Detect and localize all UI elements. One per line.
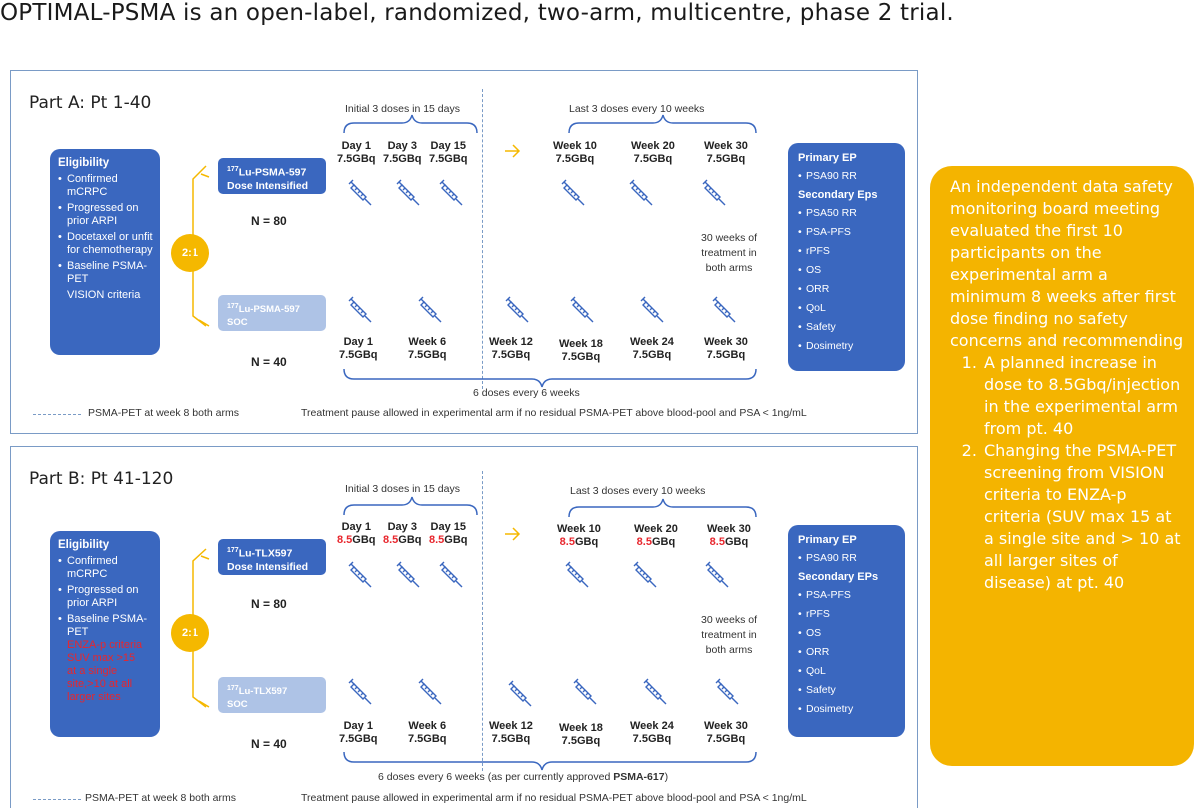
note-line: treatment in: [701, 629, 757, 641]
secondary-endpoint: • QoL: [798, 665, 899, 677]
initial-doses-label: Initial 3 doses in 15 days: [345, 103, 460, 115]
note-line: 30 weeks of: [701, 614, 758, 626]
dose-day: Week 24: [630, 336, 674, 348]
syringe-icon: [570, 677, 600, 707]
dose-label: [559, 338, 603, 364]
dose-amount: 7.5GBq: [561, 735, 601, 747]
dose-amount: 7.5GBq: [491, 733, 531, 745]
primary-endpoint: • PSA90 RR: [798, 170, 899, 182]
branch-arrow: [201, 556, 209, 559]
soc-doses-brace: [344, 752, 756, 770]
dose-label: [408, 336, 447, 362]
initial-doses-label: Initial 3 doses in 15 days: [345, 483, 460, 495]
secondary-endpoint: • Safety: [798, 684, 899, 696]
callout-item: 1. A planned increase in dose to 8.5Gbq/injection in the experimental arm from pt. 40: [982, 352, 1184, 440]
secondary-endpoint: • Dosimetry: [798, 703, 899, 715]
branch-arrow: [199, 320, 209, 326]
dose-label: [704, 336, 748, 362]
dose-amount: 7.5: [555, 153, 571, 165]
syringe-icon: [393, 178, 423, 208]
note-line: both arms: [705, 644, 753, 656]
arm-type: Dose Intensified: [227, 560, 309, 573]
eligibility-item: VISION criteria: [67, 289, 141, 301]
last-doses-label: Last 3 doses every 10 weeks: [569, 103, 705, 115]
dose-label: [383, 140, 422, 166]
soc-doses-brace: [344, 369, 756, 387]
arm-type: Dose Intensified: [227, 179, 309, 192]
secondary-endpoints-heading: Secondary Eps: [798, 189, 878, 201]
eligibility-item: • Progressed on prior ARPI: [58, 584, 154, 610]
dose-day: Week 30: [704, 336, 748, 348]
randomization-ratio: 2:1: [171, 234, 209, 272]
syringe-icon: [415, 295, 445, 325]
dose-unit: GBq: [724, 536, 749, 548]
branch-arrow: [199, 701, 209, 707]
dose-label: [631, 140, 675, 166]
syringe-icon: [502, 295, 532, 325]
dose-day: Week 10: [553, 140, 597, 152]
arm-drug-name: Lu-TLX597: [238, 547, 293, 560]
dose-amount: 8.5: [429, 534, 445, 546]
dose-amount: 8.5: [636, 536, 652, 548]
dose-unit: GBq: [444, 534, 468, 546]
pet-legend-dash: [33, 414, 81, 415]
pet-legend-dash: [33, 799, 81, 800]
arm-drug-name: Lu-PSMA-597: [238, 166, 307, 179]
dose-amount: 8.5: [337, 534, 353, 546]
syringe-icon: [393, 560, 423, 590]
secondary-endpoint: • ORR: [798, 646, 899, 658]
dose-day: Week 20: [634, 523, 678, 535]
randomization-ratio: 2:1: [171, 614, 209, 652]
dose-day: Week 30: [704, 720, 748, 732]
dose-day: Week 18: [559, 338, 603, 350]
syringe-icon: [567, 295, 597, 325]
arm-drug-name: Lu-TLX597: [238, 686, 288, 698]
dose-label: [337, 521, 376, 547]
syringe-icon: [345, 560, 375, 590]
dose-label: [704, 720, 748, 746]
dose-amount: 8.5: [709, 536, 725, 548]
dose-day: Day 3: [387, 521, 417, 533]
isotope-superscript: 177: [227, 685, 239, 692]
secondary-endpoint: • OS: [798, 627, 899, 639]
secondary-endpoint: • PSA-PFS: [798, 226, 899, 238]
callout-intro: An independent data safety monitoring board meeting evaluated the first 10 participants on the experimental arm a minimum 8 weeks after first dose finding no safety concerns and recommending: [950, 177, 1184, 350]
secondary-endpoint: • PSA50 RR: [798, 207, 899, 219]
last-doses-label: Last 3 doses every 10 weeks: [570, 485, 706, 497]
secondary-endpoint: • PSA-PFS: [798, 589, 899, 601]
dose-label: [553, 140, 597, 166]
syringe-icon: [505, 679, 535, 709]
primary-endpoint-heading: Primary EP: [798, 534, 857, 546]
dose-label: [559, 722, 603, 748]
dose-day: Week 12: [489, 336, 533, 348]
dose-unit: GBq: [398, 153, 422, 165]
syringe-icon: [637, 295, 667, 325]
syringe-icon: [630, 560, 660, 590]
dose-label: [429, 140, 468, 166]
syringe-icon: [712, 677, 742, 707]
dose-unit: GBq: [651, 536, 676, 548]
dose-label: [630, 720, 674, 746]
criteria-line: SUV max >15: [67, 652, 136, 664]
dose-day: Day 15: [430, 140, 466, 152]
dsmb-callout: [930, 166, 1194, 766]
soc-schedule-close: ): [664, 771, 669, 783]
pet-note: PSMA-PET at week 8 both arms: [88, 407, 239, 419]
dose-day: Day 15: [430, 521, 466, 533]
dose-amount: 7.5: [706, 153, 722, 165]
part-b-soc-n: N = 40: [251, 737, 287, 751]
dose-amount: 7.5GBq: [491, 349, 531, 361]
dose-day: Week 20: [631, 140, 675, 152]
part-a-eligibility-box: [50, 149, 160, 355]
dose-amount: 8.5: [383, 534, 399, 546]
eligibility-item: • Progressed on prior ARPI: [58, 202, 154, 228]
pause-note: Treatment pause allowed in experimental arm if no residual PSMA-PET above blood-pool and PSA < 1ng/mL: [301, 407, 807, 419]
syringe-icon: [558, 178, 588, 208]
treatment-duration-note: [701, 613, 757, 658]
part-a-int-n: N = 80: [251, 214, 287, 228]
syringe-icon: [709, 295, 739, 325]
criteria-line: larger sites: [67, 691, 121, 703]
part-b-label: Part B: Pt 41-120: [29, 469, 174, 489]
part-a-soc-n: N = 40: [251, 355, 287, 369]
part-a-endpoints-box: [788, 143, 905, 371]
pause-note: Treatment pause allowed in experimental arm if no residual PSMA-PET above blood-pool and PSA < 1ng/mL: [301, 792, 807, 804]
isotope-superscript: 177: [227, 547, 239, 554]
dose-unit: GBq: [570, 153, 595, 165]
dose-amount: 7.5GBq: [632, 349, 672, 361]
dose-label: [489, 720, 533, 746]
dose-label: [707, 523, 751, 549]
dose-day: Week 24: [630, 720, 674, 732]
eligibility-criteria-change: [58, 639, 154, 704]
part-a-arm-dose-intensified: [218, 158, 326, 194]
secondary-endpoint: • OS: [798, 264, 899, 276]
dose-amount: 7.5GBq: [408, 733, 447, 745]
treatment-duration-note: [701, 231, 757, 276]
primary-endpoint: • PSA90 RR: [798, 552, 899, 564]
syringe-icon: [436, 178, 466, 208]
eligibility-heading: Eligibility: [58, 539, 110, 551]
eligibility-item: • Baseline PSMA-PET: [58, 613, 154, 639]
secondary-endpoint: • ORR: [798, 283, 899, 295]
secondary-endpoints-heading: Secondary EPs: [798, 571, 879, 583]
dose-day: Week 12: [489, 720, 533, 732]
last-doses-brace: [569, 499, 756, 517]
timeline-divider: [482, 89, 483, 389]
dose-unit: GBq: [648, 153, 673, 165]
isotope-superscript: 177: [227, 303, 239, 310]
last-doses-brace: [569, 115, 756, 133]
syringe-icon: [562, 560, 592, 590]
syringe-icon: [640, 677, 670, 707]
pet-note: PSMA-PET at week 8 both arms: [85, 792, 236, 804]
dose-amount: 7.5: [633, 153, 649, 165]
arm-type: SOC: [227, 699, 248, 711]
dose-day: Week 30: [704, 140, 748, 152]
dose-day: Day 1: [343, 336, 373, 348]
dose-day: Week 30: [707, 523, 751, 535]
dose-unit: GBq: [352, 534, 376, 546]
part-a-panel: [10, 70, 918, 434]
dose-day: Week 6: [408, 720, 447, 732]
dose-label: [630, 336, 674, 362]
dose-amount: 7.5GBq: [339, 733, 378, 745]
dose-unit: GBq: [398, 534, 422, 546]
criteria-line: site,>10 at all: [67, 678, 133, 690]
dose-amount: 7.5: [383, 153, 399, 165]
dose-day: Day 1: [343, 720, 373, 732]
dose-amount: 7.5: [429, 153, 445, 165]
dose-day: Day 3: [387, 140, 417, 152]
dose-amount: 7.5: [337, 153, 353, 165]
dose-amount: 7.5GBq: [706, 349, 746, 361]
dose-label: [704, 140, 748, 166]
dose-amount: 7.5GBq: [632, 733, 672, 745]
criteria-line: at a single: [67, 665, 118, 677]
dose-day: Week 18: [559, 722, 603, 734]
dose-day: Week 6: [408, 336, 447, 348]
part-a-label: Part A: Pt 1-40: [29, 93, 152, 113]
arm-drug-name: Lu-PSMA-597: [238, 304, 300, 316]
dose-amount: 7.5GBq: [408, 349, 447, 361]
part-b-endpoints-box: [788, 525, 905, 737]
continue-arrow: [505, 528, 519, 540]
soc-schedule-reference: PSMA-617: [613, 771, 665, 783]
syringe-icon: [345, 178, 375, 208]
dose-unit: GBq: [352, 153, 376, 165]
secondary-endpoint: • rPFS: [798, 608, 899, 620]
part-b-arm-soc: [218, 677, 326, 713]
syringe-icon: [699, 178, 729, 208]
part-b-panel: [10, 446, 918, 808]
dose-label: [429, 521, 468, 547]
note-line: 30 weeks of: [701, 232, 758, 244]
secondary-endpoint: • rPFS: [798, 245, 899, 257]
initial-doses-brace: [344, 115, 477, 133]
secondary-endpoint: • QoL: [798, 302, 899, 314]
primary-endpoint-heading: Primary EP: [798, 152, 857, 164]
secondary-endpoint: • Dosimetry: [798, 340, 899, 352]
dose-unit: GBq: [574, 536, 599, 548]
syringe-icon: [345, 677, 375, 707]
continue-arrow: [505, 145, 519, 157]
dose-label: [339, 720, 378, 746]
arm-type: SOC: [227, 317, 248, 329]
dose-label: [339, 336, 378, 362]
syringe-icon: [626, 178, 656, 208]
branch-arrow: [201, 174, 209, 177]
eligibility-item: • Confirmed mCRPC: [58, 173, 154, 199]
syringe-icon: [436, 560, 466, 590]
dose-amount: 8.5: [559, 536, 575, 548]
timeline-divider: [482, 471, 483, 771]
syringe-icon: [345, 295, 375, 325]
page-title: OPTIMAL-PSMA is an open-label, randomized, two-arm, multicentre, phase 2 trial.: [0, 0, 954, 26]
dose-label: [634, 523, 678, 549]
callout-recommendations: [950, 352, 1184, 594]
dose-amount: 7.5GBq: [561, 351, 601, 363]
dose-day: Week 10: [557, 523, 601, 535]
dose-day: Day 1: [341, 521, 371, 533]
callout-item: 2. Changing the PSMA-PET screening from VISION criteria to ENZA-p criteria (SUV max 15 at a single site and > 10 at all larger sites of disease) at pt. 40: [982, 440, 1184, 594]
isotope-superscript: 177: [227, 166, 239, 173]
syringe-icon: [415, 677, 445, 707]
note-line: treatment in: [701, 247, 757, 259]
dose-amount: 7.5GBq: [339, 349, 378, 361]
syringe-icon: [702, 560, 732, 590]
dose-label: [557, 523, 601, 549]
dose-label: [383, 521, 422, 547]
soc-schedule-label: 6 doses every 6 weeks: [473, 387, 580, 399]
part-b-int-n: N = 80: [251, 597, 287, 611]
dose-unit: GBq: [721, 153, 746, 165]
criteria-line: ENZA-p criteria: [67, 639, 143, 651]
part-a-arm-soc: [218, 295, 326, 331]
eligibility-item: • Docetaxel or unfit for chemotherapy: [58, 231, 154, 257]
dose-label: [489, 336, 533, 362]
dose-day: Day 1: [341, 140, 371, 152]
dose-label: [408, 720, 447, 746]
secondary-endpoint: • Safety: [798, 321, 899, 333]
soc-schedule-text: 6 doses every 6 weeks (as per currently approved: [378, 771, 614, 783]
eligibility-item: • Baseline PSMA-PET: [58, 260, 154, 286]
part-b-arm-dose-intensified: [218, 539, 326, 575]
dose-unit: GBq: [444, 153, 468, 165]
dose-amount: 7.5GBq: [706, 733, 746, 745]
soc-schedule-label: [378, 771, 668, 783]
initial-doses-brace: [344, 497, 477, 515]
note-line: both arms: [705, 262, 753, 274]
eligibility-heading: Eligibility: [58, 157, 110, 169]
eligibility-item: • Confirmed mCRPC: [58, 555, 154, 581]
dose-label: [337, 140, 376, 166]
part-b-eligibility-box: [50, 531, 160, 737]
